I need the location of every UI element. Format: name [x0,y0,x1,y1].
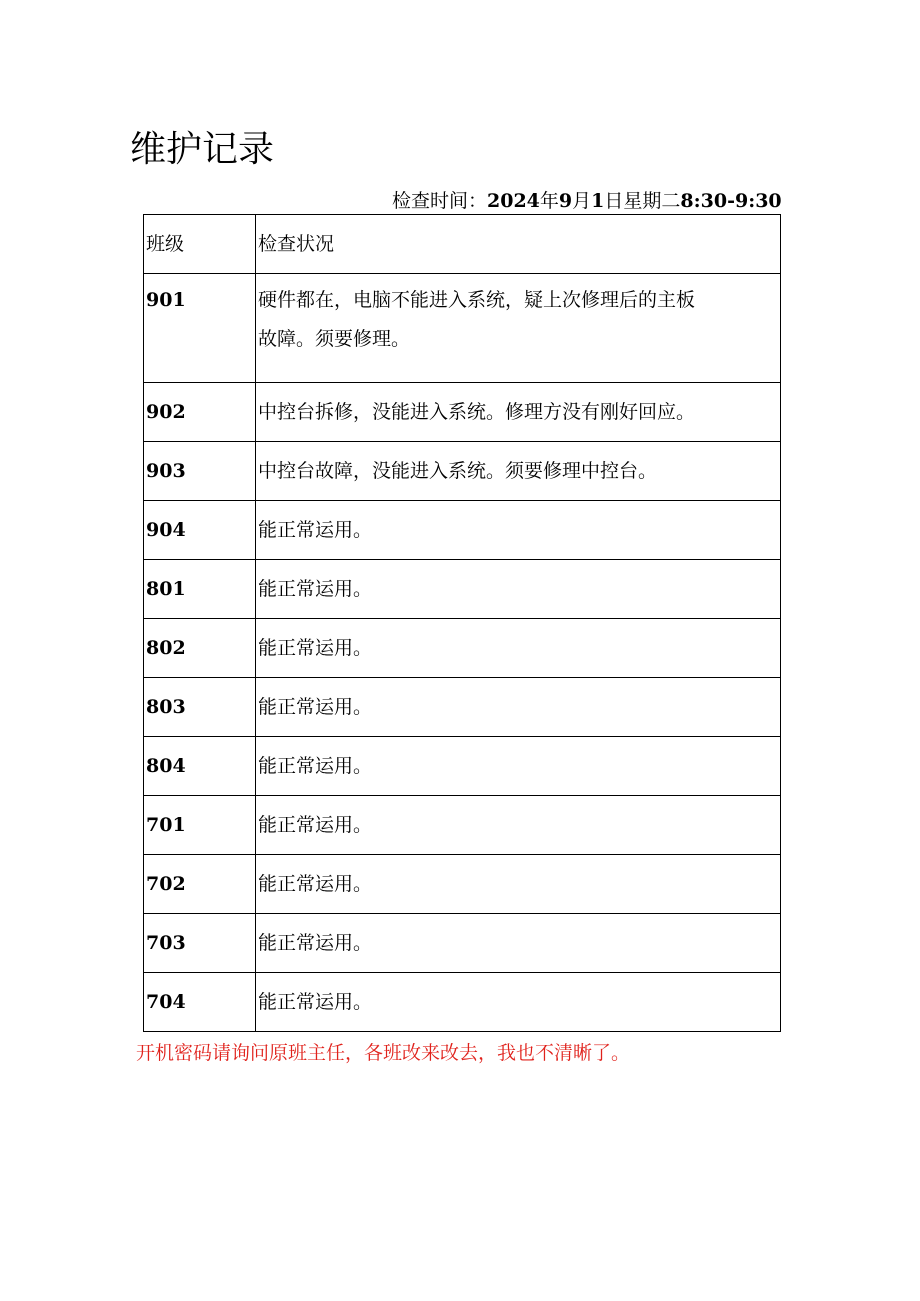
table-row [144,560,781,619]
row-class: 801 [144,560,256,619]
row-status: 能正常运用。 [256,855,781,914]
row-class: 804 [144,737,256,796]
row-class: 902 [144,383,256,442]
row-class: 701 [144,796,256,855]
row-class: 901 [144,274,256,383]
header-status: 检查状况 [256,215,781,274]
inspection-day: 1 [591,190,605,212]
table-row [144,737,781,796]
inspection-month: 9 [558,190,573,212]
table-row [144,796,781,855]
row-class: 802 [144,619,256,678]
row-class: 904 [144,501,256,560]
table-row [144,973,781,1032]
row-status: 能正常运用。 [256,737,781,796]
row-status [256,274,781,383]
inspection-year: 2024 [487,190,540,212]
table-row [144,678,781,737]
maintenance-record-table [143,214,781,1032]
inspection-year-unit: 年 [539,190,559,212]
row-status: 能正常运用。 [256,678,781,737]
row-class: 704 [144,973,256,1032]
row-status-line: 硬件都在，电脑不能进入系统，疑上次修理后的主板 [258,289,696,311]
page-title: 维护记录 [130,129,275,170]
inspection-time [392,187,782,215]
row-class: 702 [144,855,256,914]
table-row [144,442,781,501]
row-class: 803 [144,678,256,737]
table-row [144,274,781,383]
row-class: 903 [144,442,256,501]
row-status: 能正常运用。 [256,973,781,1032]
row-status: 中控台故障，没能进入系统。须要修理中控台。 [256,442,781,501]
row-status: 能正常运用。 [256,914,781,973]
inspection-time-range: 8:30-9:30 [680,190,782,212]
inspection-time-label: 检查时间： [392,190,488,212]
row-status: 能正常运用。 [256,619,781,678]
inspection-day-unit: 日星期二 [604,190,681,212]
table-row [144,383,781,442]
inspection-month-unit: 月 [572,190,592,212]
row-status: 能正常运用。 [256,796,781,855]
table-row [144,914,781,973]
header-class: 班级 [144,215,256,274]
table-row [144,501,781,560]
row-status: 能正常运用。 [256,560,781,619]
table-header-row [144,215,781,274]
table-row [144,619,781,678]
table-row [144,855,781,914]
footer-note: 开机密码请询问原班主任，各班改来改去，我也不清晰了。 [136,1042,631,1064]
row-status: 中控台拆修，没能进入系统。修理方没有刚好回应。 [256,383,781,442]
row-class: 703 [144,914,256,973]
row-status-line: 故障。须要修理。 [258,328,411,350]
row-status: 能正常运用。 [256,501,781,560]
